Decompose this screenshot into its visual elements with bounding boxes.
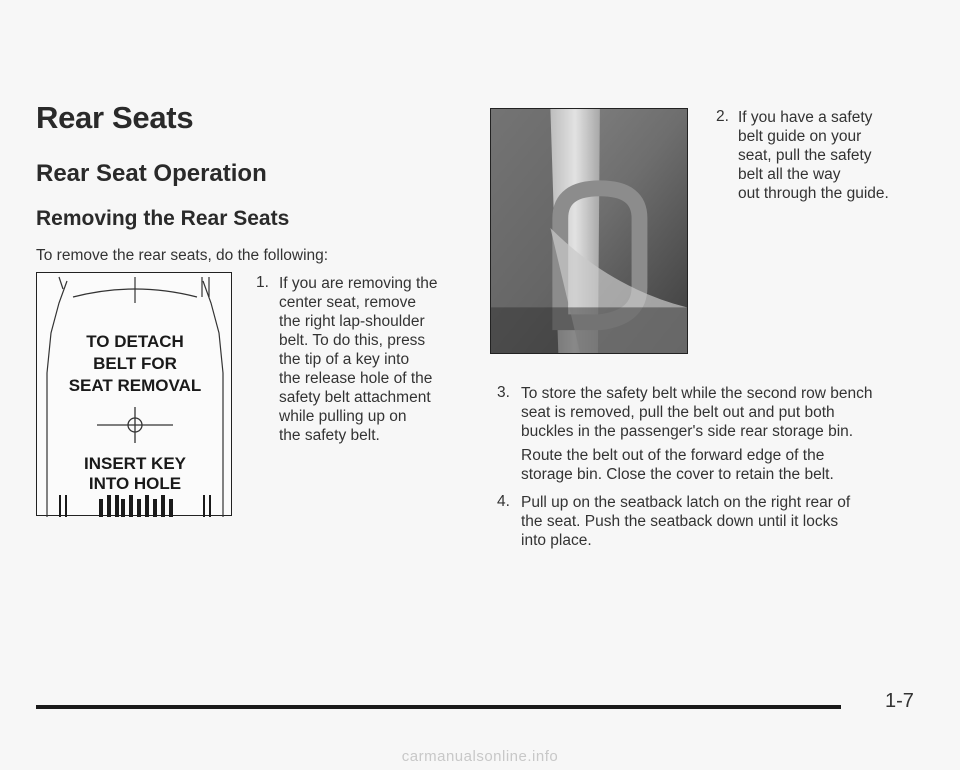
- label-line-2: BELT FOR: [93, 354, 177, 373]
- label-line-1: TO DETACH: [86, 332, 184, 351]
- watermark[interactable]: carmanualsonline.info: [401, 748, 559, 765]
- label-line-3: SEAT REMOVAL: [68, 376, 202, 395]
- step-3-number: 3.: [497, 384, 510, 401]
- step-1-text: If you are removing the center seat, remove the right lap-shoulder belt. To do this, press the tip of a key into the release hole of the safety belt attachment while pulling up on the safety belt.: [279, 275, 438, 444]
- step-2-number: 2.: [716, 108, 729, 125]
- label-line-5: INTO HOLE: [88, 474, 182, 493]
- step-3-text: To store the safety belt while the second row bench seat is removed, pull the belt out and put both buckles in the passenger's side rear storage bin.: [521, 385, 873, 440]
- page-number: 1-7: [885, 690, 914, 712]
- label-right-edge: [203, 281, 223, 517]
- label-line-4: INSERT KEY: [83, 454, 187, 473]
- label-drawing: [37, 273, 233, 517]
- step-1-number: 1.: [256, 274, 269, 291]
- step-3-note: Route the belt out of the forward edge of the storage bin. Close the cover to retain the belt.: [521, 447, 834, 483]
- label-bottom-pattern: [59, 495, 211, 517]
- label-top-left-line: [59, 277, 63, 289]
- footer-rule: [36, 705, 841, 709]
- label-left-edge: [47, 281, 67, 517]
- belt-guide-photo: [490, 108, 688, 354]
- subsection-title: Rear Seat Operation: [36, 160, 267, 187]
- step-2-text: If you have a safety belt guide on your seat, pull the safety belt all the way out through the guide.: [738, 109, 889, 202]
- key-hole-icon: [97, 407, 173, 443]
- seat-belt-label-illustration: [36, 272, 232, 516]
- sub-subsection-title: Removing the Rear Seats: [36, 207, 290, 230]
- section-title: Rear Seats: [36, 100, 194, 135]
- intro-text: To remove the rear seats, do the following:: [36, 247, 329, 264]
- step-4-text: Pull up on the seatback latch on the right rear of the seat. Push the seatback down until it locks into place.: [521, 494, 851, 549]
- step-4-number: 4.: [497, 493, 510, 510]
- belt-guide-image: [491, 109, 687, 353]
